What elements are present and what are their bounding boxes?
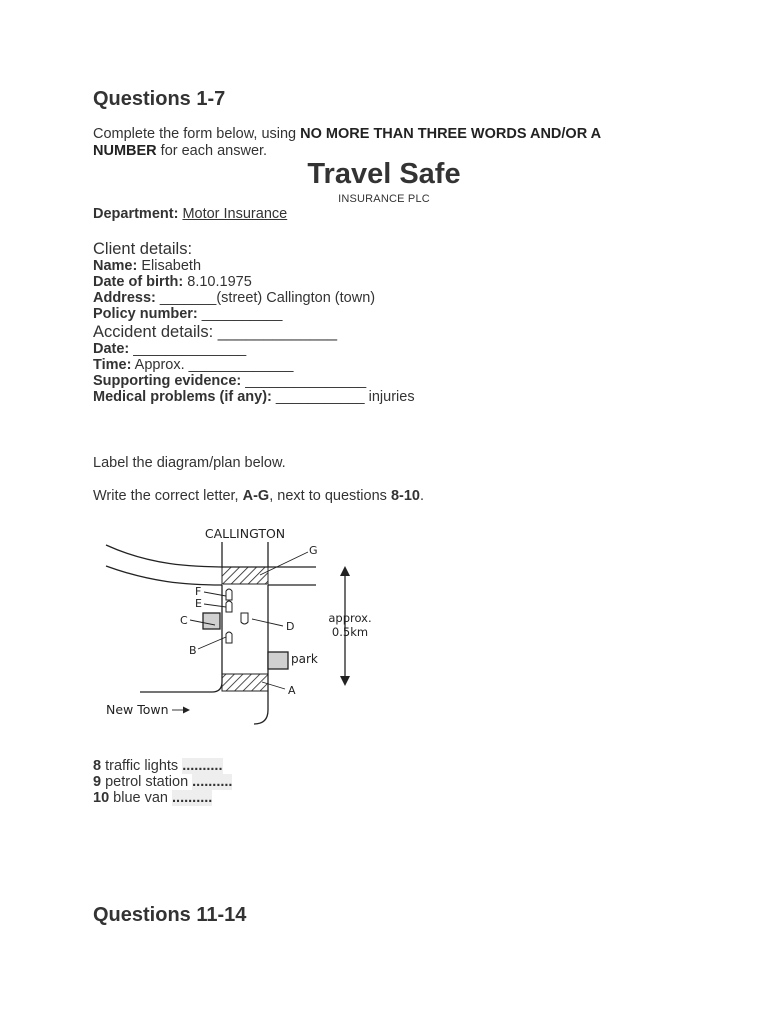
- policy-value: __________: [201, 306, 283, 322]
- label-park: park: [291, 652, 318, 666]
- marker-f-icon: [226, 589, 232, 600]
- answer-text: traffic lights: [101, 758, 183, 774]
- pointer-e: [204, 604, 226, 607]
- pointer-f: [204, 592, 226, 596]
- department-label: Department:: [93, 206, 179, 222]
- label-f: F: [195, 585, 202, 598]
- label-e: E: [195, 597, 202, 610]
- time-value: Approx. _____________: [134, 357, 294, 373]
- date-value: ______________: [133, 341, 247, 357]
- accident-details-heading: Accident details: _____________: [93, 323, 338, 341]
- label-distance-value: 0.5km: [331, 625, 369, 639]
- department-value: Motor Insurance: [182, 206, 288, 222]
- park-box: [268, 652, 288, 669]
- arrow-up-icon: [340, 566, 350, 576]
- dob-value: 8.10.1975: [187, 274, 252, 290]
- date-label: Date:: [93, 341, 130, 357]
- letter-instruction-end: .: [419, 488, 424, 504]
- box-c: [203, 613, 220, 629]
- marker-e-icon: [226, 601, 232, 612]
- top-road-lower-edge: [106, 566, 222, 585]
- main-road-left-edge: [140, 585, 222, 692]
- answer-blank[interactable]: ..........: [192, 774, 233, 790]
- question-range: 8-10: [390, 488, 420, 504]
- letter-instruction-mid: , next to questions: [269, 488, 391, 504]
- label-b: B: [189, 644, 197, 657]
- answer-number: 10: [93, 790, 110, 806]
- instruction-text-end: for each answer.: [156, 143, 268, 159]
- crossing-g: [222, 567, 268, 584]
- medical-label: Medical problems (if any):: [93, 389, 272, 405]
- dob-label: Date of birth:: [93, 274, 184, 290]
- answer-text: petrol station: [101, 774, 193, 790]
- label-g: G: [309, 544, 318, 557]
- address-label: Address:: [93, 290, 156, 306]
- label-d: D: [286, 620, 295, 633]
- section-heading-11-14: Questions 11-14: [93, 904, 247, 926]
- answer-number: 8: [93, 758, 102, 774]
- answer-row-10: [93, 790, 212, 806]
- answer-blank[interactable]: ..........: [172, 790, 213, 806]
- answer-row-9: [93, 774, 232, 790]
- label-callington: CALLINGTON: [204, 526, 286, 541]
- form-title: Travel Safe: [307, 158, 461, 190]
- answer-blank[interactable]: ..........: [182, 758, 223, 774]
- evidence-value: _______________: [245, 373, 367, 389]
- label-distance-approx: approx.: [328, 611, 372, 625]
- name-value: Elisabeth: [141, 258, 202, 274]
- letter-instruction-text: Write the correct letter,: [93, 488, 243, 504]
- client-details-heading: Client details:: [93, 240, 193, 258]
- form-subtitle: INSURANCE PLC: [338, 193, 430, 205]
- time-label: Time:: [93, 357, 132, 373]
- marker-b-icon: [226, 632, 232, 643]
- answer-text: blue van: [109, 790, 173, 806]
- address-value: _______(street) Callington (town): [159, 290, 376, 306]
- label-c: C: [180, 614, 188, 627]
- main-road-right-edge: [254, 585, 268, 724]
- answer-row-8: [93, 758, 223, 774]
- crossing-a: [222, 674, 268, 691]
- new-town-arrow-icon: [183, 707, 190, 714]
- label-a: A: [288, 684, 296, 697]
- name-label: Name:: [93, 258, 138, 274]
- pointer-g: [260, 552, 308, 575]
- letter-range: A-G: [242, 488, 270, 504]
- instruction-text: Complete the form below, using: [93, 126, 301, 142]
- evidence-label: Supporting evidence:: [93, 373, 242, 389]
- label-new-town: New Town: [106, 702, 169, 717]
- policy-label: Policy number:: [93, 306, 198, 322]
- marker-d-icon: [241, 613, 248, 624]
- instruction-bold: NO MORE THAN THREE WORDS AND/OR A NUMBER: [93, 126, 601, 159]
- diagram-instruction: Label the diagram/plan below.: [93, 455, 286, 471]
- medical-value: ___________ injuries: [275, 389, 415, 405]
- section-heading-1-7: Questions 1-7: [93, 88, 226, 110]
- answer-number: 9: [93, 774, 102, 790]
- arrow-down-icon: [340, 676, 350, 686]
